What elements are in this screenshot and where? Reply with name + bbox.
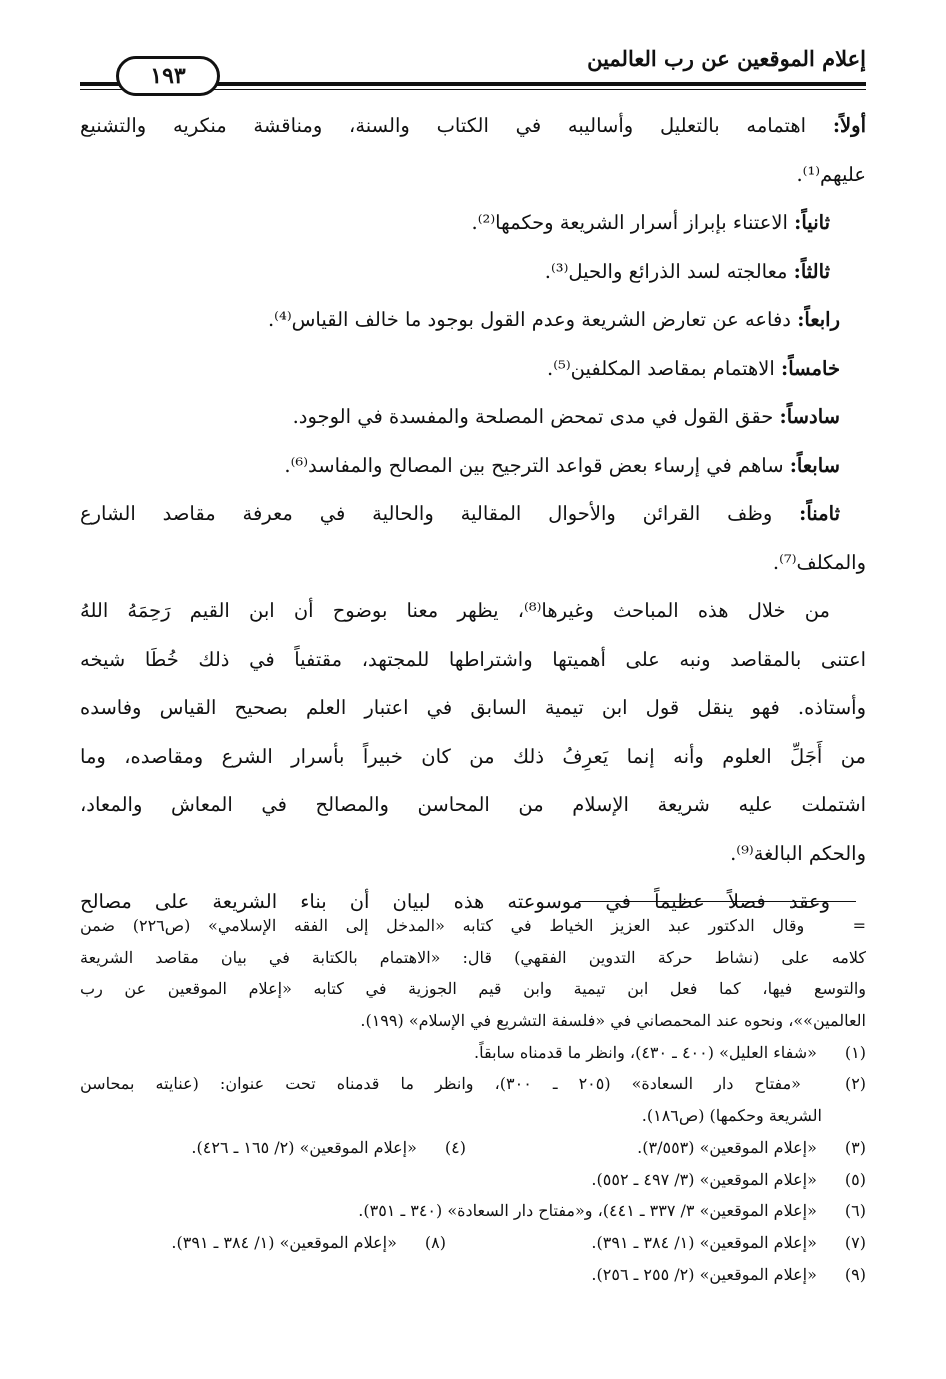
footnote-separator [578,901,856,902]
page-header [80,40,866,100]
text-line: سابعاً: ساهم في إرساء بعض قواعد الترجيح بين المصالح والمفاسد⁽⁶⁾. [284,453,840,477]
footnote-text: «إعلام الموقعين» (٢/ ٢٥٥ ـ ٢٥٦). [591,1264,817,1284]
text-line: اشتملت عليه شريعة الإسلام من المحاسن والمصالح في المعاش والمعاد، [80,793,866,816]
footnote-mark: (٥) [844,1169,866,1189]
item-label: رابعاً: [797,308,840,331]
text-line: أولاً: اهتمامه بالتعليل وأساليبه في الكتاب والسنة، ومناقشة منكريه والتشنيع [80,114,866,137]
footnote-text: «إعلام الموقعين» (٢/ ١٦٥ ـ ٤٢٦). [191,1137,417,1157]
footnote-8 [171,1227,446,1259]
text-line: اعتنى بالمقاصد ونبه على أهميتها واشتراطها للمجتهد، مقتفياً في ذلك خُطَا شيخه [80,647,866,671]
item-label: ثامناً: [799,502,840,525]
footnote-text: «شفاء العليل» (٤٠٠ ـ ٤٣٠)، وانظر ما قدمناه سابقاً. [474,1042,817,1062]
footnote-mark: (٧) [844,1232,866,1252]
text-line: من خلال هذه المباحث وغيرها⁽⁸⁾، يظهر معنا بوضوح أن ابن القيم رَحِمَهُ اللهُ [80,599,830,622]
text-line: ثالثاً: معالجته لسد الذرائع والحيل⁽³⁾. [544,259,830,283]
footnote-2 [80,1068,866,1100]
footnote-3-4-row [80,1132,866,1164]
footnotes [80,910,866,1290]
footnote-continuation-line: العالمين»»، ونحوه عند المحمصاني في «فلسفة التشريع في الإسلام» (١٩٩). [360,1011,866,1031]
text-line: عليهم⁽¹⁾. [796,162,866,186]
item-label: ثالثاً: [793,259,830,283]
footnote-continuation-line: = وقال الدكتور عبد العزيز الخياط في كتابه «المدخل إلى الفقه الإسلامي» (ص٢٢٦) ضمن [80,910,866,942]
footnote-text: «إعلام الموقعين» (٣/٥٥٣). [637,1137,817,1157]
footnote-mark: (٤) [444,1137,466,1157]
text-line: والمكلف⁽⁷⁾. [772,550,866,574]
footnote-mark: (٢) [844,1074,866,1094]
item-label: سادساً: [779,405,840,428]
footnote-continuation-line: والتوسع فيها، كما فعل ابن تيمية وابن قيم الجوزية في كتابه «إعلام الموقعين عن رب [80,979,866,999]
footnote-mark: (٩) [844,1264,866,1284]
footnote-text: «إعلام الموقعين» (١/ ٣٨٤ ـ ٣٩١). [171,1232,397,1252]
text-line: ثانياً: الاعتناء بإبراز أسرار الشريعة وحكمها⁽²⁾. [471,211,830,234]
text-line: وعقد فصلاً عظيماً في موسوعته هذه لبيان أن بناء الشريعة على مصالح [80,890,830,913]
text-line: من أَجَلِّ العلوم وأنه إنما يَعرِفُ ذلك من كان خبيراً بأسرار الشرع ومقاصده، وما [80,744,866,768]
footnote-5 [80,1164,866,1196]
footnote-continuation-line: كلامه على (نشاط حركة التدوين الفقهي) قال: «الاهتمام بالكتابة في بيان مقاصد الشريعة [80,947,866,967]
item-label: أولاً: [832,114,866,137]
footnote-9 [80,1259,866,1291]
footnote-2-continuation: الشريعة وحكمها) (ص١٨٦). [641,1106,822,1126]
text-line: ثامناً: وظف القرائن والأحوال المقالية والحالية في معرفة مقاصد الشارع [80,502,840,525]
footnote-text: «مفتاح دار السعادة» (٢٠٥ ـ ٣٠٠)، وانظر ما قدمناه تحت عنوان: (عنايته بمحاسن [80,1074,801,1094]
footnote-text: «إعلام الموقعين» (١/ ٣٨٤ ـ ٣٩١). [591,1232,817,1252]
footnote-mark: (١) [844,1042,866,1062]
main-text [80,102,866,927]
footnote-6 [80,1195,866,1227]
text-line: خامساً: الاهتمام بمقاصد المكلفين⁽⁵⁾. [547,356,840,380]
footnote-7-8-row [80,1227,866,1259]
page-number: ١٩٣ [116,56,220,96]
footnote-mark: (٨) [424,1232,446,1252]
footnote-4 [191,1132,466,1164]
footnote-1 [80,1037,866,1069]
footnote-mark: (٣) [844,1137,866,1157]
footnote-text: «إعلام الموقعين» ٣/ ٣٣٧ ـ ٤٤١)، و«مفتاح دار السعادة» (٣٤٠ ـ ٣٥١). [358,1201,817,1221]
item-label: سابعاً: [789,453,840,477]
footnote-continuation-mark: = [852,916,866,935]
item-label: ثانياً: [794,211,830,234]
footnote-mark: (٦) [844,1201,866,1221]
item-label: خامساً: [781,356,840,380]
text-line: سادساً: حقق القول في مدى تمحض المصلحة والمفسدة في الوجود. [292,405,840,428]
footnote-text: «إعلام الموقعين» (٣/ ٤٩٧ ـ ٥٥٢). [591,1169,817,1189]
running-title: إعلام الموقعين عن رب العالمين [587,46,866,71]
text-line: وأستاذه. فهو ينقل قول ابن تيمية السابق في اعتبار العلم بصحيح القياس وفاسده [80,696,866,719]
text-line: رابعاً: دفاعه عن تعارض الشريعة وعدم القول بوجود ما خالف القياس⁽⁴⁾. [267,308,840,331]
text-line: والحكم البالغة⁽⁹⁾. [730,841,866,865]
